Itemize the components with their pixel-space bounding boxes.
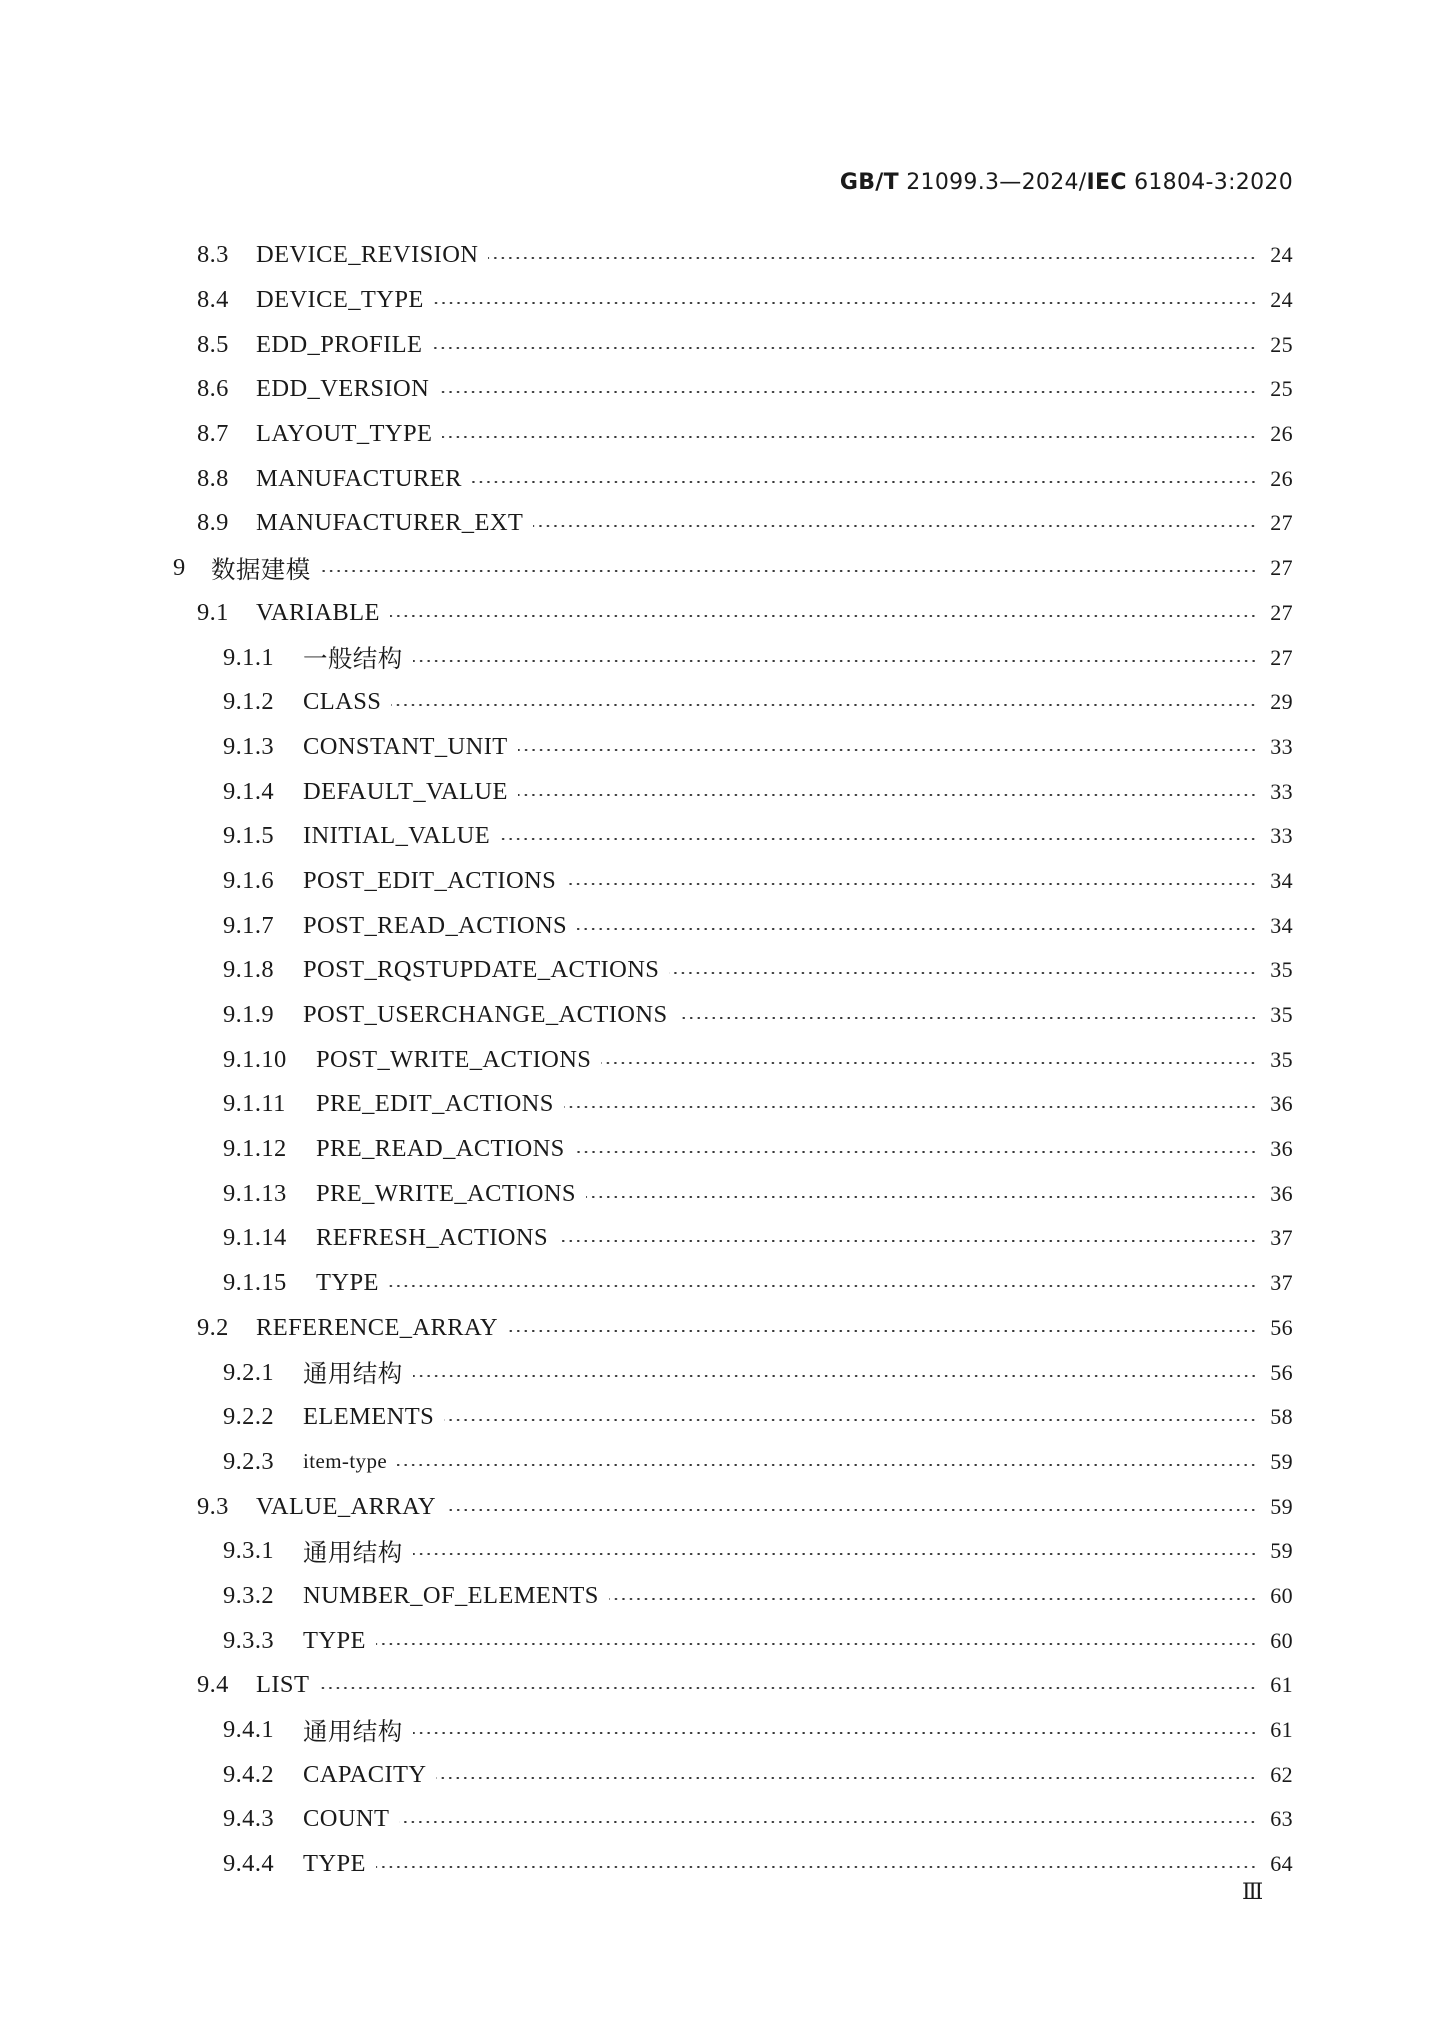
toc-dot-leader (390, 615, 1257, 617)
toc-entry-number: 8.6 (197, 375, 229, 403)
toc-entry-number: 8.7 (197, 420, 229, 448)
toc-entry-number: 9.2.1 (223, 1358, 274, 1386)
toc-entry-title: REFRESH_ACTIONS (316, 1224, 548, 1252)
toc-entry-title: VARIABLE (256, 598, 380, 626)
toc-dot-leader (518, 794, 1257, 796)
toc-entry-number: 9.3.2 (223, 1581, 274, 1609)
toc-entry-number: 9.4.2 (223, 1760, 274, 1788)
toc-entry-title: DEFAULT_VALUE (303, 777, 508, 805)
toc-entry-page: 26 (1270, 421, 1293, 447)
toc-entry-title: PRE_EDIT_ACTIONS (316, 1090, 554, 1118)
toc-entry-number: 9.1.2 (223, 688, 274, 716)
toc-entry[interactable] (0, 1216, 1445, 1261)
toc-entry[interactable] (0, 1574, 1445, 1619)
toc-entry-page: 60 (1270, 1627, 1293, 1653)
toc-entry-title: NUMBER_OF_ELEMENTS (303, 1581, 599, 1609)
toc-entry-title: 一般结构 (303, 646, 403, 674)
toc-entry-page: 27 (1270, 555, 1293, 581)
toc-entry-title: VALUE_ARRAY (256, 1492, 437, 1520)
toc-entry-number: 9.4.1 (223, 1716, 274, 1744)
toc-entry-number: 9.4 (197, 1671, 229, 1699)
header-iec-number: 61804-3:2020 (1126, 170, 1293, 195)
toc-entry-page: 64 (1270, 1851, 1293, 1877)
toc-dot-leader (678, 1017, 1258, 1019)
toc-entry[interactable] (0, 1618, 1445, 1663)
toc-entry[interactable] (0, 903, 1445, 948)
toc-dot-leader (601, 1062, 1257, 1064)
toc-entry-title: PRE_WRITE_ACTIONS (316, 1179, 576, 1207)
toc-entry-title: LIST (256, 1671, 310, 1699)
toc-entry-page: 25 (1270, 376, 1293, 402)
toc-entry-number: 9.1.15 (223, 1269, 287, 1297)
toc-entry-number: 9.1.12 (223, 1135, 287, 1163)
toc-entry-title: CONSTANT_UNIT (303, 732, 508, 760)
toc-entry-number: 9.1.14 (223, 1224, 287, 1252)
toc-dot-leader (436, 1777, 1257, 1779)
toc-entry-page: 35 (1270, 1046, 1293, 1072)
toc-entry[interactable] (0, 1261, 1445, 1306)
toc-entry-number: 9.4.4 (223, 1850, 274, 1878)
toc-entry-number: 9.1.11 (223, 1090, 286, 1118)
toc-entry-title: LAYOUT_TYPE (256, 420, 433, 448)
toc-dot-leader (586, 1196, 1257, 1198)
toc-entry[interactable] (0, 1708, 1445, 1753)
toc-entry-page: 61 (1270, 1672, 1293, 1698)
toc-entry-title: item-type (303, 1449, 388, 1474)
toc-entry-number: 9.3 (197, 1492, 229, 1520)
toc-entry-number: 8.9 (197, 509, 229, 537)
toc-entry[interactable] (0, 546, 1445, 591)
toc-entry-page: 27 (1270, 599, 1293, 625)
toc-entry[interactable] (0, 859, 1445, 904)
toc-entry-number: 8.4 (197, 286, 229, 314)
toc-entry[interactable] (0, 993, 1445, 1038)
toc-entry-page: 29 (1270, 689, 1293, 715)
toc-entry-page: 33 (1270, 823, 1293, 849)
toc-entry[interactable] (0, 769, 1445, 814)
page-header (840, 170, 1293, 195)
toc-entry-title: REFERENCE_ARRAY (256, 1313, 498, 1341)
toc-dot-leader (399, 1821, 1257, 1823)
toc-entry[interactable] (0, 456, 1445, 501)
toc-entry-page: 35 (1270, 1002, 1293, 1028)
toc-dot-leader (376, 1643, 1257, 1645)
toc-entry[interactable] (0, 367, 1445, 412)
toc-entry[interactable] (0, 1037, 1445, 1082)
toc-dot-leader (434, 302, 1257, 304)
toc-entry[interactable] (0, 1350, 1445, 1395)
toc-entry-page: 59 (1270, 1493, 1293, 1519)
toc-dot-leader (508, 1330, 1257, 1332)
toc-entry-title: POST_USERCHANGE_ACTIONS (303, 1001, 668, 1029)
toc-entry-number: 9.2.3 (223, 1447, 274, 1475)
toc-entry[interactable] (0, 278, 1445, 323)
toc-entry-title: PRE_READ_ACTIONS (316, 1135, 565, 1163)
toc-entry-page: 37 (1270, 1225, 1293, 1251)
toc-entry[interactable] (0, 1171, 1445, 1216)
toc-entry-number: 9.1.5 (223, 822, 274, 850)
toc-entry[interactable] (0, 1440, 1445, 1485)
header-standard-number: 21099.3—2024/ (898, 170, 1087, 195)
toc-entry[interactable] (0, 1306, 1445, 1351)
toc-dot-leader (413, 1553, 1257, 1555)
toc-entry-title: CLASS (303, 688, 382, 716)
toc-dot-leader (389, 1285, 1257, 1287)
toc-entry[interactable] (0, 1484, 1445, 1529)
toc-dot-leader (609, 1598, 1257, 1600)
toc-entry-title: TYPE (316, 1269, 379, 1297)
toc-entry-number: 9.1.3 (223, 732, 274, 760)
toc-dot-leader (564, 1106, 1257, 1108)
toc-entry-title: POST_WRITE_ACTIONS (316, 1045, 592, 1073)
toc-entry-page: 25 (1270, 331, 1293, 357)
toc-entry[interactable] (0, 1529, 1445, 1574)
toc-entry-number: 9.1.13 (223, 1179, 287, 1207)
toc-entry-page: 36 (1270, 1091, 1293, 1117)
toc-dot-leader (432, 347, 1257, 349)
toc-entry-title: EDD_PROFILE (256, 330, 423, 358)
toc-dot-leader (376, 1866, 1257, 1868)
toc-dot-leader (500, 838, 1257, 840)
toc-entry[interactable] (0, 501, 1445, 546)
toc-entry-page: 56 (1270, 1314, 1293, 1340)
toc-entry-title: COUNT (303, 1805, 390, 1833)
toc-entry-page: 61 (1270, 1717, 1293, 1743)
toc-dot-leader (413, 1732, 1257, 1734)
toc-entry[interactable] (0, 233, 1445, 278)
toc-entry-number: 9.1.1 (223, 643, 274, 671)
toc-entry-title: INITIAL_VALUE (303, 822, 491, 850)
toc-entry-title: POST_READ_ACTIONS (303, 911, 568, 939)
toc-entry-number: 8.3 (197, 241, 229, 269)
toc-dot-leader (558, 1240, 1257, 1242)
toc-entry-page: 59 (1270, 1538, 1293, 1564)
toc-entry-page: 36 (1270, 1180, 1293, 1206)
toc-entry-page: 34 (1270, 867, 1293, 893)
toc-dot-leader (442, 436, 1257, 438)
toc-entry-page: 37 (1270, 1270, 1293, 1296)
toc-entry-number: 9.1 (197, 598, 229, 626)
toc-entry[interactable] (0, 635, 1445, 680)
header-iec-prefix: IEC (1086, 170, 1127, 195)
toc-entry[interactable] (0, 680, 1445, 725)
toc-entry-page: 26 (1270, 465, 1293, 491)
toc-entry-number: 8.8 (197, 464, 229, 492)
page-folio: Ⅲ (1242, 1880, 1263, 1905)
toc-dot-leader (391, 704, 1257, 706)
toc-entry-page: 35 (1270, 957, 1293, 983)
toc-dot-leader (472, 481, 1257, 483)
toc-entry-title: DEVICE_REVISION (256, 241, 479, 269)
toc-entry-number: 9.1.6 (223, 866, 274, 894)
toc-entry-title: POST_EDIT_ACTIONS (303, 866, 557, 894)
toc-entry-number: 9.1.10 (223, 1045, 287, 1073)
toc-entry-page: 34 (1270, 912, 1293, 938)
toc-dot-leader (533, 525, 1257, 527)
toc-entry-page: 62 (1270, 1761, 1293, 1787)
toc-entry-number: 9.3.1 (223, 1537, 274, 1565)
toc-dot-leader (413, 660, 1257, 662)
toc-dot-leader (669, 972, 1257, 974)
toc-entry[interactable] (0, 1395, 1445, 1440)
toc-entry[interactable] (0, 322, 1445, 367)
toc-entry-title: EDD_VERSION (256, 375, 430, 403)
toc-entry[interactable] (0, 1797, 1445, 1842)
toc-dot-leader (444, 1419, 1257, 1421)
toc-entry-page: 24 (1270, 287, 1293, 313)
toc-entry[interactable] (0, 591, 1445, 636)
toc-entry[interactable] (0, 1842, 1445, 1887)
toc-entry-number: 9.2 (197, 1313, 229, 1341)
toc-dot-leader (446, 1509, 1257, 1511)
toc-entry-title: ELEMENTS (303, 1403, 435, 1431)
toc-dot-leader (397, 1464, 1257, 1466)
toc-entry-title: 通用结构 (303, 1361, 403, 1389)
toc-entry[interactable] (0, 814, 1445, 859)
toc-entry-page: 36 (1270, 1136, 1293, 1162)
toc-dot-leader (577, 928, 1257, 930)
toc-dot-leader (566, 883, 1257, 885)
toc-entry-page: 60 (1270, 1582, 1293, 1608)
toc-entry-number: 9.3.3 (223, 1626, 274, 1654)
toc-entry-title: POST_RQSTUPDATE_ACTIONS (303, 956, 660, 984)
header-standard-prefix: GB/T (839, 170, 899, 195)
toc-entry[interactable] (0, 412, 1445, 457)
toc-entry[interactable] (0, 1663, 1445, 1708)
toc-entry-number: 9.2.2 (223, 1403, 274, 1431)
toc-entry-number: 9.1.8 (223, 956, 274, 984)
toc-entry-title: 数据建模 (211, 556, 311, 584)
toc-entry-title: TYPE (303, 1850, 366, 1878)
toc-entry-title: TYPE (303, 1626, 366, 1654)
toc-dot-leader (518, 749, 1257, 751)
toc-entry-title: DEVICE_TYPE (256, 286, 424, 314)
toc-entry-page: 33 (1270, 778, 1293, 804)
table-of-contents (0, 233, 1445, 1886)
toc-entry-page: 27 (1270, 510, 1293, 536)
toc-dot-leader (575, 1151, 1257, 1153)
toc-dot-leader (439, 391, 1257, 393)
toc-entry-page: 58 (1270, 1404, 1293, 1430)
toc-entry-title: 通用结构 (303, 1539, 403, 1567)
toc-entry-title: CAPACITY (303, 1760, 427, 1788)
toc-entry-page: 24 (1270, 242, 1293, 268)
toc-entry-title: MANUFACTURER_EXT (256, 509, 524, 537)
toc-entry-number: 9.1.7 (223, 911, 274, 939)
toc-entry-number: 9 (173, 554, 186, 582)
toc-entry-number: 8.5 (197, 330, 229, 358)
toc-entry-title: MANUFACTURER (256, 464, 462, 492)
toc-dot-leader (319, 1687, 1257, 1689)
toc-dot-leader (321, 570, 1257, 572)
toc-entry[interactable] (0, 1127, 1445, 1172)
toc-entry-title: 通用结构 (303, 1718, 403, 1746)
toc-entry-page: 59 (1270, 1448, 1293, 1474)
toc-entry-page: 63 (1270, 1806, 1293, 1832)
toc-entry-page: 27 (1270, 644, 1293, 670)
toc-entry-number: 9.1.4 (223, 777, 274, 805)
toc-entry[interactable] (0, 1082, 1445, 1127)
toc-entry[interactable] (0, 948, 1445, 993)
toc-dot-leader (488, 257, 1257, 259)
toc-entry[interactable] (0, 1752, 1445, 1797)
toc-entry[interactable] (0, 725, 1445, 770)
toc-dot-leader (413, 1375, 1257, 1377)
toc-entry-number: 9.4.3 (223, 1805, 274, 1833)
toc-entry-page: 33 (1270, 733, 1293, 759)
toc-entry-page: 56 (1270, 1359, 1293, 1385)
toc-entry-number: 9.1.9 (223, 1001, 274, 1029)
